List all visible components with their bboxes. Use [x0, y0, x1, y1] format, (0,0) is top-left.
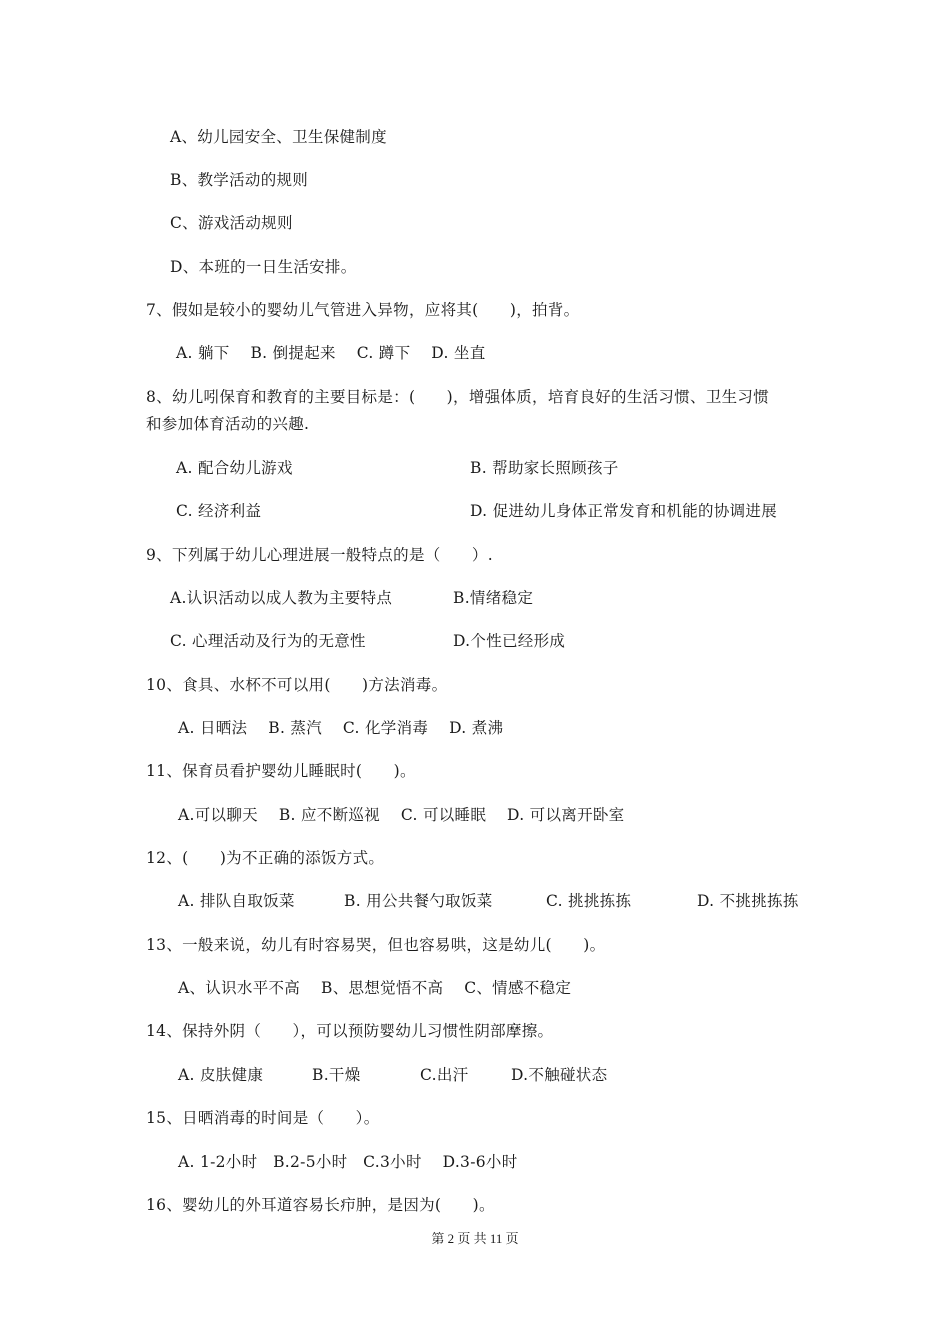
question-8-text-cont: 和参加体育活动的兴趣. — [146, 415, 310, 433]
question-9-option-a: A.认识活动以成人教为主要特点 — [170, 589, 393, 607]
question-10-text: 10、食具、水杯不可以用( )方法消毒。 — [146, 676, 448, 694]
question-14-option-d: D.不触碰状态 — [511, 1066, 608, 1084]
question-6-option-d: D、本班的一日生活安排。 — [170, 258, 357, 276]
page-number-footer: 第 2 页 共 11 页 — [431, 1231, 519, 1246]
question-9-option-c: C. 心理活动及行为的无意性 — [170, 632, 366, 650]
question-13-options: A、认识水平不高 B、思想觉悟不高 C、情感不稳定 — [178, 979, 572, 997]
question-11-text: 11、保育员看护婴幼儿睡眠时( )。 — [146, 762, 416, 780]
question-6-option-a: A、幼儿园安全、卫生保健制度 — [170, 128, 387, 146]
question-13-text: 13、一般来说，幼儿有时容易哭，但也容易哄，这是幼儿( )。 — [146, 936, 606, 954]
question-9-text: 9、下列属于幼儿心理进展一般特点的是（ ）. — [146, 546, 493, 564]
question-9-option-d: D.个性已经形成 — [453, 632, 566, 650]
question-14-option-c: C.出汗 — [420, 1066, 469, 1084]
question-14-option-a: A. 皮肤健康 — [178, 1066, 264, 1084]
question-8-option-c: C. 经济利益 — [176, 502, 262, 520]
question-9-option-b: B.情绪稳定 — [453, 589, 534, 607]
question-8-option-d: D. 促进幼儿身体正常发育和机能的协调进展 — [470, 502, 778, 520]
question-6-option-c: C、游戏活动规则 — [170, 214, 293, 232]
question-11-options: A.可以聊天 B. 应不断巡视 C. 可以睡眠 D. 可以离开卧室 — [178, 806, 625, 824]
question-12-text: 12、( )为不正确的添饭方式。 — [146, 849, 385, 867]
question-8-option-a: A. 配合幼儿游戏 — [176, 459, 293, 477]
question-6-option-b: B、教学活动的规则 — [170, 171, 309, 189]
question-14-text: 14、保持外阴（ ），可以预防婴幼儿习惯性阴部摩擦。 — [146, 1022, 554, 1040]
question-16-text: 16、婴幼儿的外耳道容易长疖肿，是因为( )。 — [146, 1196, 495, 1214]
question-10-options: A. 日晒法 B. 蒸汽 C. 化学消毒 D. 煮沸 — [178, 719, 504, 737]
question-8-text: 8、幼儿吲保育和教育的主要目标是：( )，增强体质，培育良好的生活习惯、卫生习惯 — [146, 388, 770, 406]
question-12-option-c: C. 挑挑拣拣 — [546, 892, 632, 910]
question-7-text: 7、假如是较小的婴幼儿气管进入异物，应将其( )，拍背。 — [146, 301, 580, 319]
question-12-option-d: D. 不挑挑拣拣 — [697, 892, 799, 910]
question-12-option-a: A. 排队自取饭菜 — [178, 892, 295, 910]
question-14-option-b: B.干燥 — [312, 1066, 361, 1084]
question-8-option-b: B. 帮助家长照顾孩子 — [470, 459, 619, 477]
question-15-text: 15、日晒消毒的时间是（ ）。 — [146, 1109, 380, 1127]
question-15-options: A. 1-2小时 B.2-5小时 C.3小时 D.3-6小时 — [178, 1153, 518, 1171]
question-12-option-b: B. 用公共餐勺取饭菜 — [344, 892, 493, 910]
question-7-options: A. 躺下 B. 倒提起来 C. 蹲下 D. 坐直 — [176, 344, 486, 362]
